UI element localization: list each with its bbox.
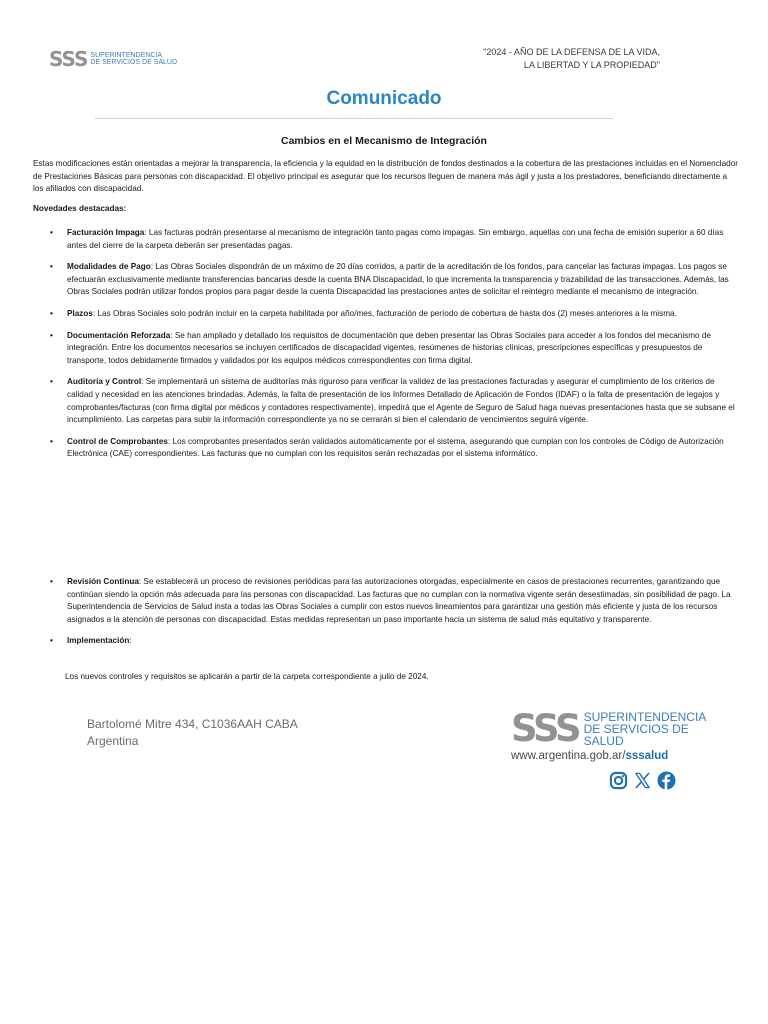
list-item-text: : Las Obras Sociales dispondrán de un máximo de 20 días corridos, a partir de la acreditación de los fondos, para cancelar las facturas impagas. Los pagos se efectuarán exclusivamente mediante transferencias bancarias desde la cuenta BNA Discapacidad, lo que incrementa la transparencia y trazabilidad de las transacciones. Además, las Obras Sociales podrán utilizar fondos propios para pagar desde la cuenta Discapacidad las prestaciones antes de solicitar el reintegro mediante el mecanismo de integración. — [67, 262, 729, 297]
intro-paragraph: Estas modificaciones están orientadas a mejorar la transparencia, la eficiencia y la equidad en la distribución de fondos destinados a la cobertura de las prestaciones incluidas en el Nomenclador de Prestaciones Básicas para personas con discapacidad. El objetivo principal es asegurar que los recursos lleguen de manera más ágil y justa a los prestadores, beneficiando directamente a los afiliados con discapacidad. — [33, 159, 738, 194]
header-logo-mark: SSS — [49, 47, 88, 71]
header-logo-line2: DE SERVICIOS DE SALUD — [90, 59, 178, 66]
novedades-list — [33, 227, 739, 470]
implementation-text: Los nuevos controles y requisitos se aplicarán a partir de la carpeta correspondiente a julio de 2024. — [65, 672, 429, 681]
title-divider — [95, 118, 613, 119]
list-item — [33, 227, 739, 252]
novedades-label: Novedades destacadas: — [33, 203, 127, 213]
list-item-title: Auditoría y Control — [67, 377, 142, 387]
motto-line-1: "2024 - AÑO DE LA DEFENSA DE LA VIDA, — [483, 47, 660, 57]
address-line-2: Argentina — [87, 734, 139, 748]
list-item — [33, 330, 739, 368]
footer-url-prefix: www.argentina.gob.ar/ — [511, 750, 626, 762]
list-item-title: Modalidades de Pago — [67, 262, 151, 272]
list-item — [33, 576, 739, 626]
list-item — [33, 308, 739, 321]
header-motto — [483, 46, 660, 72]
list-item-title: Documentación Reforzada — [67, 330, 171, 340]
document-subtitle: Cambios en el Mecanismo de Integración — [281, 135, 487, 147]
list-item-title: Revisión Continua — [67, 577, 139, 586]
list-item-title: Plazos — [67, 308, 93, 318]
list-item-text: : Se han ampliado y detallado los requisitos de documentación que deben presentar las Obras Sociales para acceder a los fondos del mecanismo de integración. Entre los documentos necesarios se incluyen certificados de discapacidad vigentes, resúmenes de historias clínicas, prescripciones específicas y presupuestos de transporte, todos debidamente firmados y validados por los equipos médicos correspondientes con firma digital. — [67, 330, 711, 365]
list-item-text: : Las Obras Sociales solo podrán incluir en la carpeta habilitada por año/mes, facturación de período de cobertura de hasta dos (2) meses anteriores a la misma. — [92, 308, 677, 318]
list-item-text: : Las facturas podrán presentarse al mecanismo de integración tanto pagas como impagas. Sin embargo, aquellas con una fecha de emisión superior a 60 días antes del cierre de la carpeta deberán ser presentadas pagas. — [67, 228, 724, 250]
list-item — [33, 635, 739, 648]
address-line-1: Bartolomé Mitre 434, C1036AAH CABA — [87, 717, 298, 731]
footer-logo-mark: SSS — [511, 707, 579, 750]
list-item-text: : Se implementará un sistema de auditorías más riguroso para verificar la validez de las prestaciones facturadas y asegurar el cumplimiento de los criterios de calidad y necesidad en las atenciones brindadas. Además, la falta de presentación de los Informes Detallado de Aplicación de Fondos (IDAF) o la falta de presentación de legajos y comprobantes/facturas (con firma digital por médicos y contadores respectivamente), impedirá que el Agente de Seguro de Salud haga nuevas presentaciones hasta que se subsane el incumplimiento. Las carpetas para subir la información correspondiente ya no se cerrarán si bien el calendario de vencimientos seguirá vigente. — [67, 377, 735, 425]
list-item — [33, 376, 739, 426]
footer-url-handle: sssalud — [625, 750, 669, 762]
page-title: Comunicado — [326, 88, 442, 109]
social-links — [609, 771, 676, 790]
footer-address — [87, 716, 298, 750]
header-logo-line1: SUPERINTENDENCIA — [90, 52, 162, 59]
novedades-list-continued — [33, 576, 739, 657]
intro-section — [33, 158, 739, 215]
list-item — [33, 436, 739, 461]
list-item-title: Implementación — [67, 636, 130, 646]
motto-line-2: LA LIBERTAD Y LA PROPIEDAD" — [523, 60, 660, 70]
footer-logo — [511, 707, 707, 762]
footer-logo-line1: SUPERINTENDENCIA — [583, 710, 707, 724]
list-item-text: : — [129, 636, 132, 646]
header-logo — [49, 49, 177, 69]
list-item-text: : Se establecerá un proceso de revisiones periódicas para las autorizaciones otorgadas, especialmente en casos de prestaciones recurrentes, garantizando que continúan siendo la opción más adecuada para las personas con discapacidad. Las facturas que no cumplan con la normativa vigente serán desestimadas, sin posibilidad de pago. La Superintendencia de Servicios de Salud insta a todas las Obras Sociales a cumplir con estos nuevos lineamientos para garantizar una gestión más eficiente y justa de los recursos asignados a la atención de personas con discapacidad. Estas medidas representan un paso importante hacia un sistema de salud más equitativo y transparente. — [67, 577, 731, 624]
list-item-text: : Los comprobantes presentados serán validados automáticamente por el sistema, asegurando que cumplan con los controles de Código de Autorización Electrónica (CAE) correspondientes. Las facturas que no cumplan con los requisitos serán rechazadas por el sistema informático. — [67, 436, 724, 459]
instagram-icon[interactable] — [609, 771, 628, 790]
footer-logo-line2: DE SERVICIOS DE SALUD — [583, 722, 689, 748]
footer-url[interactable] — [511, 750, 691, 762]
list-item-title: Facturación Impaga — [67, 228, 145, 237]
list-item — [33, 261, 739, 299]
x-icon[interactable] — [633, 771, 652, 790]
list-item-title: Control de Comprobantes — [67, 436, 168, 446]
facebook-icon[interactable] — [657, 771, 676, 790]
